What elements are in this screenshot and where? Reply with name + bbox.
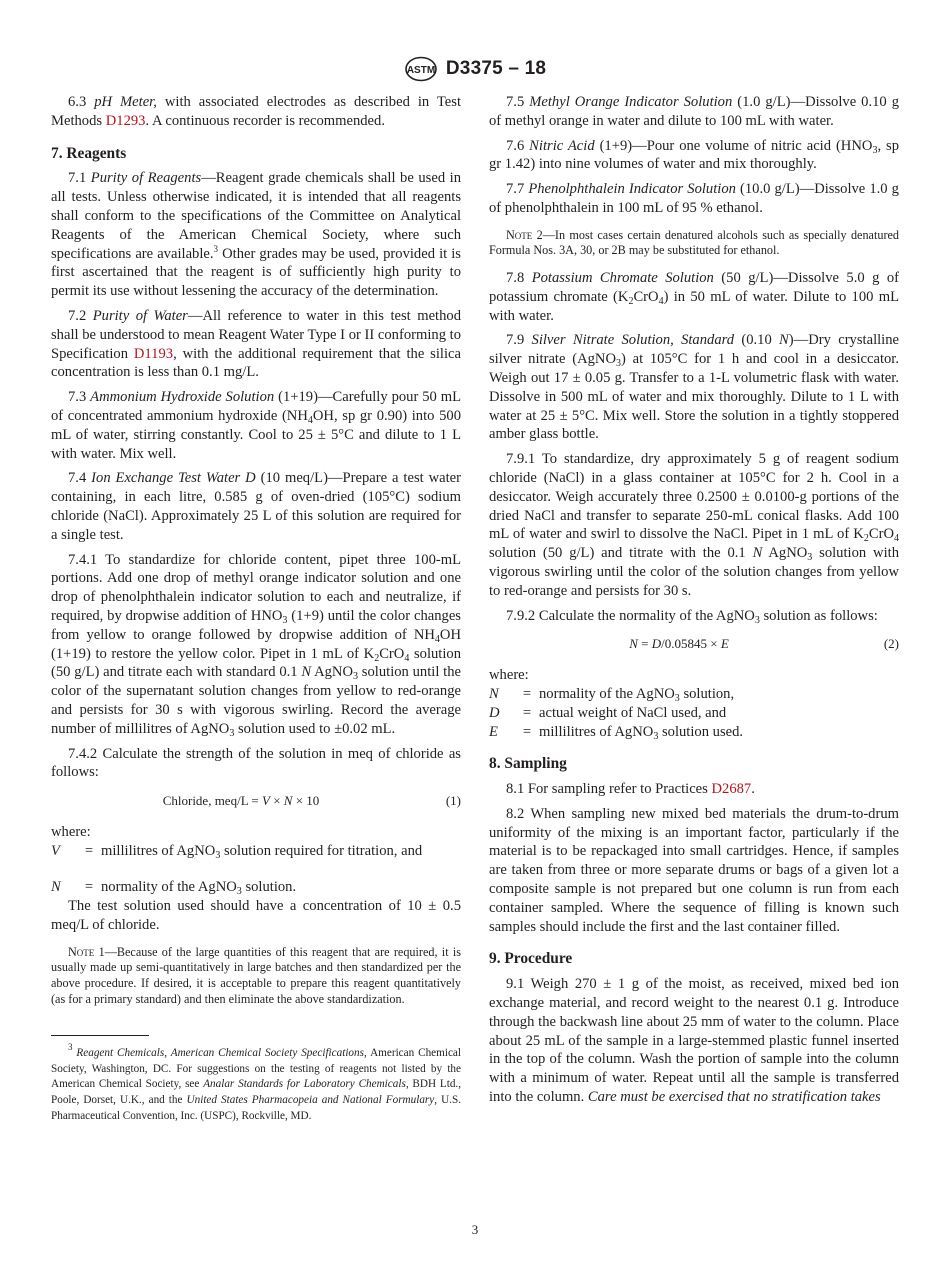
section-7-9-2: 7.9.2 Calculate the normality of the AgNO$_3$ solution as follows: — [506, 607, 878, 626]
link-d2687[interactable]: D2687 — [711, 781, 752, 798]
section-7-4-2: 7.4.2 Calculate the strength of the solution in meq of chloride as follows: — [51, 745, 461, 781]
where-item-n: N = normality of the AgNO$_3$ solution. — [51, 879, 297, 898]
note-1: Note 1—Because of the large quantities of this reagent that are required, it is usually made up semi-quantitatively in large batches and then standardized per the above procedure. If desired, it is acceptable to prepare this reagent quantitatively (as for a primary standard) and then eliminate the above standardization. — [51, 944, 462, 1006]
equation-number: (2) — [883, 636, 899, 652]
section-8-2: 8.2 When sampling new mixed bed materials the drum-to-drum uniformity of the mixing is an important factor, particularly if the material is to be repackaged into small cartridges. Hence, if samples are taken from three or more separate drums or bags of a given lot a composite sample is not prepared but one column is run from each container sampled. Where the sequence of filling is known such samples should include the first and the last container filled. — [489, 805, 899, 935]
section-7-7: 7.7 Phenolphthalein Indicator Solution (10.0 g/L)—Dissolve 1.0 g of phenolphthalein in 100 mL of 95 % ethanol. — [489, 181, 899, 216]
where-item-d: D = actual weight of NaCl used, and — [489, 704, 727, 721]
page-header — [0, 56, 950, 87]
footnote-3: $^3$ Reagent Chemicals, American Chemical Society Specifications, American Chemical Society, Washington, DC. For suggestions on the testing of reagents not listed by the American Chemical Society, see Analar Standards for Laboratory Chemicals, BDH Ltd., Poole, Dorset, U.K., and the United States Pharmacopeia and National Formulary, U.S. Pharmaceutical Convention, Inc. (USPC), Rockville, MD. — [51, 1042, 462, 1122]
section-7-9: 7.9 Silver Nitrate Solution, Standard (0.10 N)—Dry crystalline silver nitrate (AgNO$_3$) at 105°C for 1 h and cool in a desiccator. Weigh out 17 ± 0.05 g. Transfer to a 1-L volumetric flask with water. Dissolve in 500 mL of water and mix thoroughly. Dilute to 1 L with water at 25 ± 5°C. Mix well. Store the solution in a tightly stoppered amber glass bottle. — [489, 332, 900, 443]
where-item-e: E = millilitres of AgNO$_3$ solution used. — [489, 723, 744, 742]
test-solution-concentration: The test solution used should have a concentration of 10 ± 0.5 meq/L of chloride. — [51, 898, 461, 934]
section-7-5: 7.5 Methyl Orange Indicator Solution (1.0 g/L)—Dissolve 0.10 g of methyl orange in water and dilute to 100 mL with water. — [489, 94, 899, 129]
section-heading-procedure: 9. Procedure — [489, 950, 573, 968]
note-2: Note 2—In most cases certain denatured alcohols such as specially denatured Formula Nos. 3A, 30, or 2B may be substituted for ethanol. — [489, 227, 900, 258]
section-7-6: 7.6 Nitric Acid (1+9)—Pour one volume of nitric acid ($HNO_3$, sp gr 1.42) into nine volumes of water and mix thoroughly. — [489, 137, 899, 173]
where-label: where: — [489, 667, 529, 684]
link-d1193[interactable]: D1193 — [133, 345, 174, 362]
section-7-4: 7.4 Ion Exchange Test Water D (10 meq/L)—Prepare a test water containing, in each litre, 0.585 g of oven-dried (105°C) sodium chloride (NaCl). Approximately 25 L of this solution are required for a single test. — [51, 470, 462, 543]
svg-text:ASTM: ASTM — [406, 65, 436, 76]
section-7-3: 7.3 Ammonium Hydroxide Solution (1+19)—Carefully pour 50 mL of concentrated ammonium hydroxide ($NH_4OH$, sp gr 0.90) into 500 mL of water, stirring constantly. Cool to 25 ± 5°C and dilute to 1 L with water. Mix well. — [51, 389, 462, 462]
footnote-ref-3[interactable]: 3 — [213, 243, 219, 254]
equation-2: N = D/0.05845 × E (2) — [489, 635, 899, 654]
page-number: 3 — [471, 1222, 479, 1237]
section-heading-sampling: 8. Sampling — [489, 755, 567, 773]
section-7-9-1: 7.9.1 To standardize, dry approximately 5 g of reagent sodium chloride (NaCl) in a glass container at 105°C for 2 h. Cool in a desiccator. Weigh accurately three 0.2500 ± 0.0100-g portions of the dried NaCl and transfer to separate 250-mL conical flasks. Add 100 mL of water and swirl to dissolve the NaCl. Pipet in 1 mL of $K_2CrO_4$ solution (50 g/L) and titrate with the 0.1 N AgNO$_3$ solution with vigorous swirling until the color of the solution changes from yellow to red-orange and persists for 30 s. — [489, 451, 899, 599]
section-8-1: 8.1 For sampling refer to Practices D2687. — [506, 781, 755, 798]
where-label: where: — [51, 823, 91, 840]
astm-logo-icon — [404, 56, 438, 82]
section-heading-reagents: 7. Reagents — [51, 144, 127, 162]
where-item-v: V = millilitres of AgNO$_3$ solution required for titration, and — [51, 842, 423, 861]
where-item-n: N = normality of the AgNO$_3$ solution, — [489, 685, 735, 704]
equation-1: Chloride, meq/L = V × N × 10 (1) — [51, 792, 461, 811]
equation-number: (1) — [445, 793, 461, 809]
section-7-8: 7.8 Potassium Chromate Solution (50 g/L)—Dissolve 5.0 g of potassium chromate $(K_2CrO_4)$ in 50 mL of water. Dilute to 100 mL with water. — [489, 269, 899, 324]
section-6-3: 6.3 pH Meter, with associated electrodes as described in Test Methods D1293. A continuous recorder is recommended. — [51, 94, 462, 129]
section-7-2: 7.2 Purity of Water—All reference to water in this test method shall be understood to mean Reagent Water Type I or II conforming to Specification D1193, with the additional requirement that the silica concentration is less than 0.1 mg/L. — [51, 307, 461, 381]
section-7-1: 7.1 Purity of Reagents—Reagent grade chemicals shall be used in all tests. Unless otherwise indicated, it is intended that all reagents shall conform to the specifications of the Committee on Analytical Reagents of the American Chemical Society, where such specifications are available.$^3$ Other grades may be used, provided it is first ascertained that the reagent is of sufficiently high purity to permit its use without lessening the accuracy of the determination. — [51, 170, 462, 300]
document-id: D3375 – 18 — [445, 58, 547, 79]
footnote-divider — [51, 1035, 149, 1036]
right-column — [489, 93, 899, 1113]
section-9-1: 9.1 Weigh 270 ± 1 g of the moist, as received, mixed bed ion exchange material, and record weight to the nearest 0.1 g. Introduce through the backwash line about 25 mm of water to the column. Place about 25 mL of the sample in a large-stemmed plastic funnel inserted in the top of the column. Wash the portion of sample into the column with a minimum of water. Repeat until all the sample is transferred into the column. Care must be exercised that no stratification takes — [489, 976, 899, 1106]
left-column — [51, 93, 461, 1124]
section-7-4-1: 7.4.1 To standardize for chloride content, pipet three 100-mL portions. Add one drop of methyl orange indicator solution and one drop of phenolphthalein indicator solution to each and neutralize, if required, by dropwise addition of $HNO_3$ (1+9) until the color changes from yellow to orange followed by dropwise addition of $NH_4OH$ (1+19) to restore the yellow color. Pipet in 1 mL of $K_2CrO_4$ solution (50 g/L) and titrate each with standard 0.1 N AgNO$_3$ solution until the color of the supernatant solution changes from yellow to red-orange and persists for 30 s with vigorous swirling. Record the average number of millilitres of AgNO$_3$ solution used to ±0.02 mL. — [51, 551, 462, 739]
link-d1293[interactable]: D1293 — [105, 112, 146, 129]
